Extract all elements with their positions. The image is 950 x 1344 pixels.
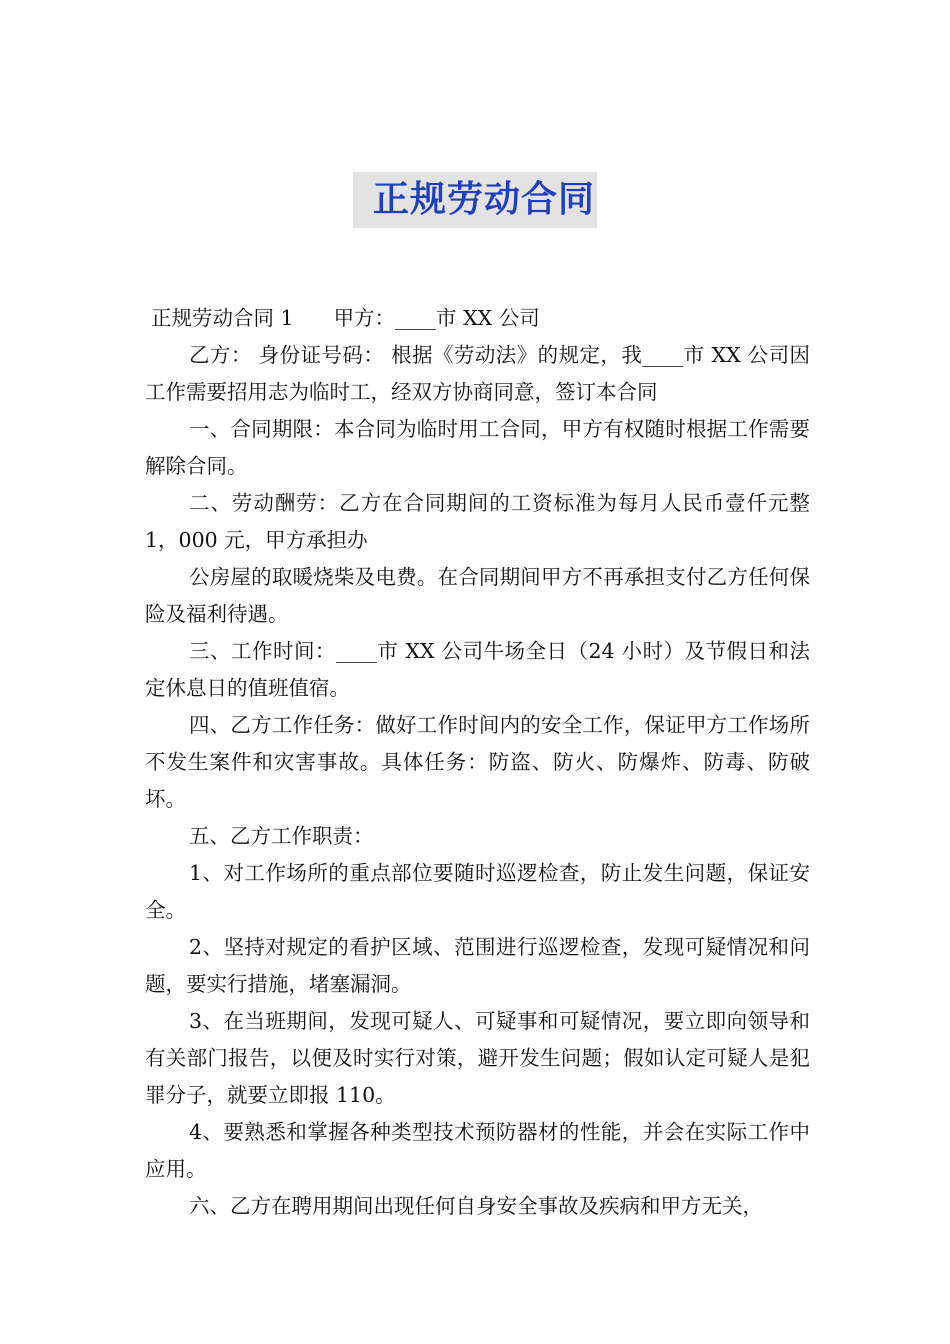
paragraph: 二、劳动酬劳：乙方在合同期间的工资标准为每月人民币壹仟元整 1，000 元，甲方承担办 xyxy=(145,491,810,552)
paragraph: 4、要熟悉和掌握各种类型技术预防器材的性能，并会在实际工作中应用。 xyxy=(145,1120,810,1181)
document-body xyxy=(145,300,810,1225)
paragraph: 五、乙方工作职责： xyxy=(189,824,374,848)
paragraph: 四、乙方工作任务：做好工作时间内的安全工作，保证甲方工作场所不发生案件和灾害事故。具体任务：防盗、防火、防爆炸、防毒、防破坏。 xyxy=(145,713,810,811)
title-block xyxy=(0,172,950,228)
paragraph: 一、合同期限：本合同为临时用工合同，甲方有权随时根据工作需要解除合同。 xyxy=(145,417,810,478)
paragraph: 1、对工作场所的重点部位要随时巡逻检查，防止发生问题，保证安全。 xyxy=(145,861,810,922)
paragraph: 三、工作时间：____市 XX 公司牛场全日（24 小时）及节假日和法定休息日的值班值宿。 xyxy=(145,639,810,700)
paragraph: 乙方： 身份证号码： 根据《劳动法》的规定，我____市 XX 公司因工作需要招用志为临时工，经双方协商同意，签订本合同 xyxy=(145,343,810,404)
paragraph: 3、在当班期间，发现可疑人、可疑事和可疑情况，要立即向领导和有关部门报告，以便及时实行对策，避开发生问题；假如认定可疑人是犯罪分子，就要立即报 110。 xyxy=(145,1009,810,1107)
paragraph: 2、坚持对规定的看护区域、范围进行巡逻检查，发现可疑情况和问题，要实行措施，堵塞漏洞。 xyxy=(145,935,810,996)
paragraph: 六、乙方在聘用期间出现任何自身安全事故及疾病和甲方无关， xyxy=(189,1194,763,1218)
document-title: 正规劳动合同 xyxy=(353,172,597,228)
intro-line xyxy=(145,300,810,337)
contract-number: 正规劳动合同 1 xyxy=(151,306,294,330)
paragraph: 公房屋的取暖烧柴及电费。在合同期间甲方不再承担支付乙方任何保险及福利待遇。 xyxy=(145,565,810,626)
party-a: 甲方：____市 XX 公司 xyxy=(333,306,540,330)
